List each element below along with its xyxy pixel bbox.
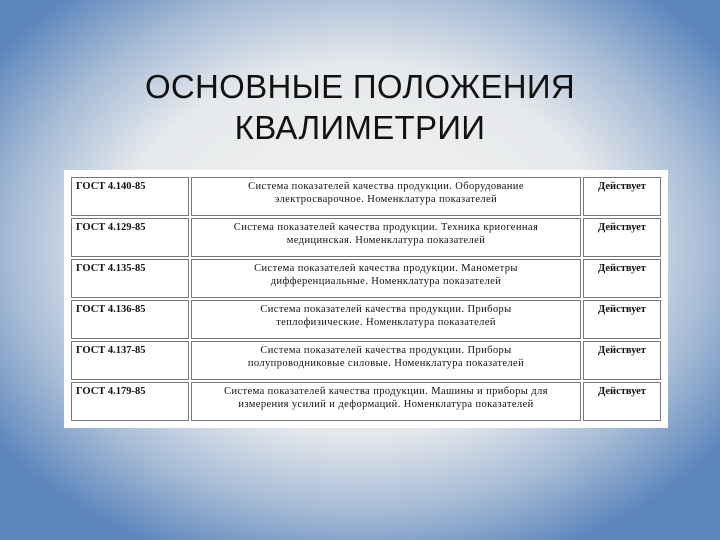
description-line-2: дифференциальные. Номенклатура показателей [270,276,502,287]
table-row [71,300,661,339]
slide-title-line-1: ОСНОВНЫЕ ПОЛОЖЕНИЯ [144,68,576,105]
standard-code: ГОСТ 4.137-85 [71,341,189,380]
standard-status: Действует [583,382,661,421]
standard-status: Действует [583,300,661,339]
description-line-1: Система показателей качества продукции. Техника криогенная [233,222,539,233]
standard-description [191,177,581,216]
slide-title-line-2: КВАЛИМЕТРИИ [234,109,486,146]
standard-code: ГОСТ 4.136-85 [71,300,189,339]
standard-status: Действует [583,177,661,216]
standard-description [191,300,581,339]
standard-code: ГОСТ 4.179-85 [71,382,189,421]
standard-description [191,259,581,298]
description-line-2: теплофизические. Номенклатура показателей [276,317,496,328]
standards-table-panel [64,170,668,428]
slide-title [0,66,720,148]
standard-code: ГОСТ 4.129-85 [71,218,189,257]
table-row [71,218,661,257]
description-line-1: Система показателей качества продукции. Манометры [254,263,518,274]
standard-code: ГОСТ 4.135-85 [71,259,189,298]
description-line-1: Система показателей качества продукции. Приборы [260,345,512,356]
description-line-2: измерения усилий и деформаций. Номенклатура показателей [238,399,534,410]
standard-code: ГОСТ 4.140-85 [71,177,189,216]
table-row [71,341,661,380]
description-line-1: Система показателей качества продукции. Оборудование [248,181,524,192]
standard-status: Действует [583,259,661,298]
table-row [71,177,661,216]
description-line-2: электросварочное. Номенклатура показателей [274,194,498,205]
description-line-2: полупроводниковые силовые. Номенклатура показателей [247,358,525,369]
table-row [71,259,661,298]
standard-description [191,382,581,421]
table-row [71,382,661,421]
description-line-2: медицинская. Номенклатура показателей [286,235,486,246]
standards-table [69,175,663,423]
standard-status: Действует [583,341,661,380]
standard-status: Действует [583,218,661,257]
description-line-1: Система показателей качества продукции. Машины и приборы для [224,386,548,397]
standard-description [191,218,581,257]
description-line-1: Система показателей качества продукции. Приборы [260,304,512,315]
standard-description [191,341,581,380]
